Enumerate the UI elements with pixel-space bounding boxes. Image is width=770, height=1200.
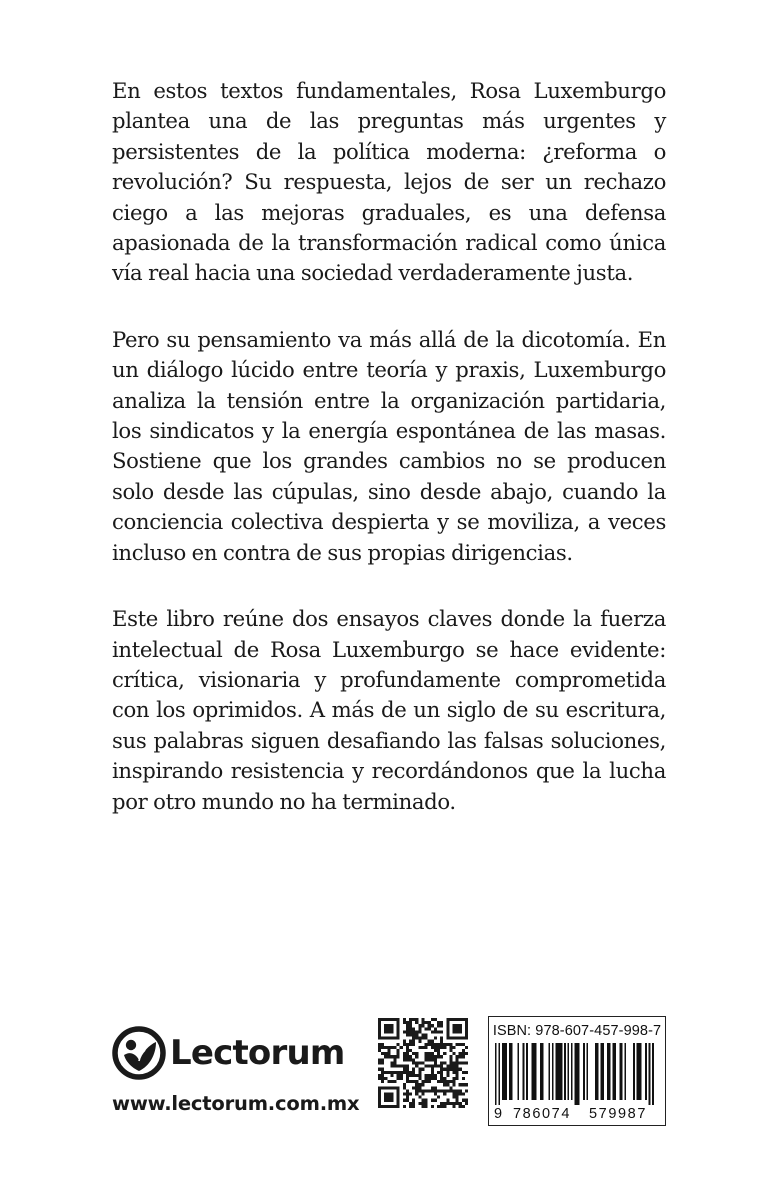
barcode-digits-right: 579987 [589, 1106, 647, 1122]
isbn-barcode [488, 1016, 666, 1126]
back-cover-blurb [112, 76, 666, 853]
barcode-bars [495, 1043, 659, 1105]
blurb-paragraph-2: Pero su pensamiento va más allá de la dicotomía. En un diálogo lúcido entre teoría y praxis, Luxemburgo analiza la tensión entre la organización partidaria, los sindicatos y la energía espontánea de las masas. Sostiene que los grandes cambios no se producen solo desde las cúpulas, sino desde abajo, cuando la conciencia colectiva despierta y se moviliza, a veces incluso en contra de sus propias dirigencias. [112, 326, 666, 565]
publisher-website: www.lectorum.com.mx [112, 1092, 360, 1115]
isbn-label: ISBN: 978-607-457-998-7 [492, 1023, 662, 1039]
publisher-logo [112, 1020, 345, 1086]
barcode-digits [489, 1106, 665, 1124]
barcode-digit-first: 9 [494, 1106, 503, 1122]
publisher-name: Lectorum [170, 1033, 345, 1073]
lectorum-logo-icon [112, 1026, 166, 1080]
blurb-paragraph-1: En estos textos fundamentales, Rosa Luxemburgo plantea una de las preguntas más urgentes y persistentes de la política moderna: ¿reforma o revolución? Su respuesta, lejos de ser un rechazo ciego a las mejoras graduales, es una defensa apasionada de la transformación radical como única vía real hacia una sociedad verdaderamente justa. [112, 78, 666, 286]
qr-code-icon [378, 1018, 468, 1108]
barcode-digits-left: 786074 [513, 1106, 571, 1122]
blurb-paragraph-3: Este libro reúne dos ensayos claves donde la fuerza intelectual de Rosa Luxemburgo se hace evidente: crítica, visionaria y profundamente comprometida con los oprimidos. A más de un siglo de su escritura, sus palabras siguen desafiando las falsas soluciones, inspirando resistencia y recordándonos que la lucha por otro mundo no ha terminado. [112, 606, 666, 814]
